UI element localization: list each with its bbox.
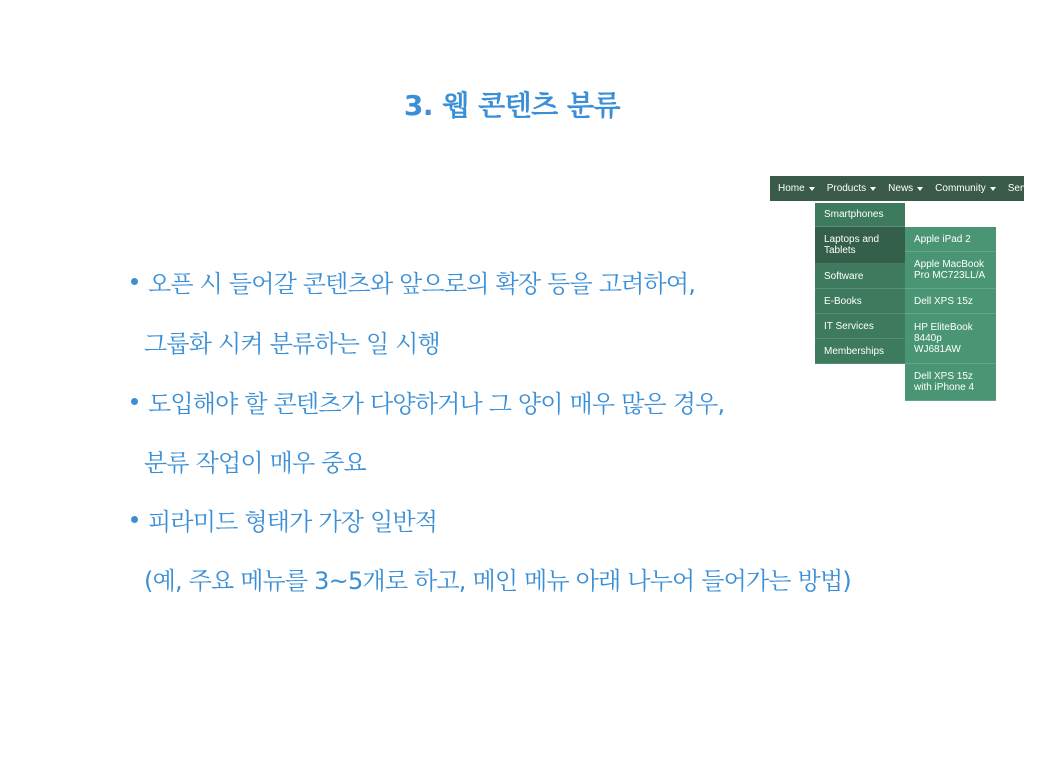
dropdown-item-it-services[interactable]: IT Services bbox=[815, 314, 905, 339]
dropdown-item-memberships[interactable]: Memberships bbox=[815, 339, 905, 364]
body-line-3: 도입해야 할 콘텐츠가 다양하거나 그 양이 매우 많은 경우, bbox=[148, 390, 725, 418]
dropdown-item-ebooks[interactable]: E-Books bbox=[815, 289, 905, 314]
body-line-1: 오픈 시 들어갈 콘텐츠와 앞으로의 확장 등을 고려하여, bbox=[148, 270, 696, 298]
submenu-item-dell-xps[interactable]: Dell XPS 15z bbox=[905, 289, 996, 314]
submenu-item-ipad2[interactable]: Apple iPad 2 bbox=[905, 227, 996, 252]
dropdown-item-smartphones[interactable]: Smartphones bbox=[815, 203, 905, 227]
nav-community[interactable]: Community bbox=[927, 183, 1000, 194]
body-line-5: 피라미드 형태가 가장 일반적 bbox=[148, 508, 438, 536]
caret-down-icon bbox=[917, 187, 923, 191]
products-dropdown bbox=[815, 203, 905, 364]
submenu-item-macbook-pro[interactable]: Apple MacBook Pro MC723LL/A bbox=[905, 252, 996, 289]
dropdown-item-software[interactable]: Software bbox=[815, 264, 905, 289]
menu-screenshot bbox=[770, 176, 1042, 402]
body-line-2: 그룹화 시켜 분류하는 일 시행 bbox=[144, 330, 440, 358]
dropdown-item-laptops-tablets[interactable]: Laptops and Tablets bbox=[815, 227, 905, 264]
nav-products[interactable]: Products bbox=[819, 183, 880, 194]
caret-down-icon bbox=[809, 187, 815, 191]
submenu-item-hp-elitebook[interactable]: HP EliteBook 8440p WJ681AW bbox=[905, 314, 996, 364]
caret-down-icon bbox=[990, 187, 996, 191]
nav-home[interactable]: Home bbox=[770, 183, 819, 194]
slide-title: 3. 웹 콘텐츠 분류 bbox=[403, 89, 621, 122]
caret-down-icon bbox=[870, 187, 876, 191]
submenu-item-dell-xps-iphone[interactable]: Dell XPS 15z with iPhone 4 bbox=[905, 364, 996, 401]
bullet-3 bbox=[131, 516, 138, 523]
bullet-2 bbox=[131, 398, 138, 405]
laptops-submenu bbox=[905, 227, 996, 401]
nav-news[interactable]: News bbox=[880, 183, 927, 194]
body-line-4: 분류 작업이 매우 중요 bbox=[144, 449, 366, 477]
bullet-1 bbox=[131, 278, 138, 285]
body-line-6: (예, 주요 메뉴를 3~5개로 하고, 메인 메뉴 아래 나누어 들어가는 방법) bbox=[144, 567, 851, 595]
nav-service[interactable]: Service bbox=[1007, 183, 1042, 194]
navbar bbox=[770, 176, 1042, 201]
